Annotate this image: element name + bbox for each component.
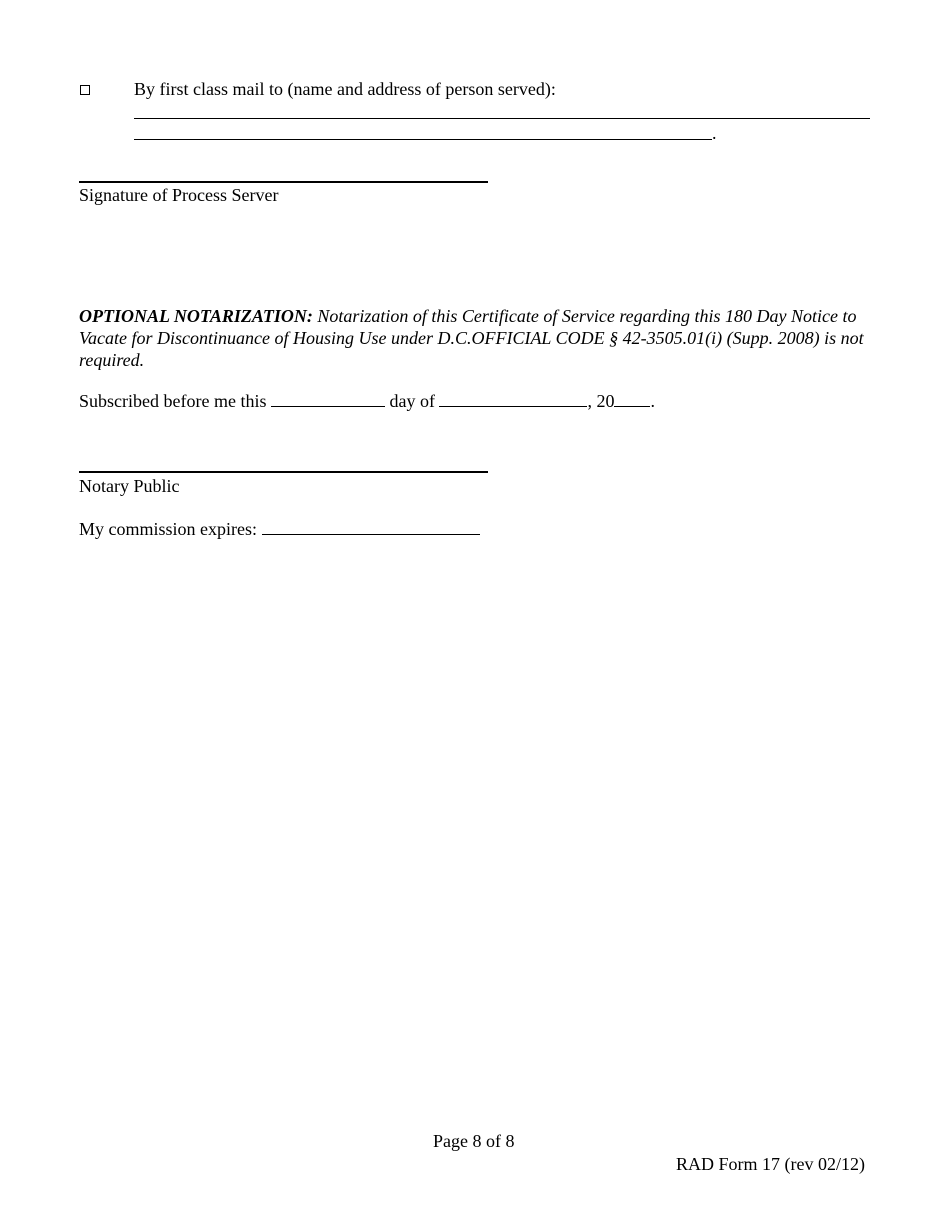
notarization-paragraph [79, 305, 879, 371]
address-line-2[interactable] [134, 139, 712, 140]
signature-line[interactable] [79, 181, 488, 183]
day-field[interactable] [271, 390, 385, 407]
signature-label: Signature of Process Server [79, 185, 279, 205]
notarization-heading: OPTIONAL NOTARIZATION: [79, 306, 313, 326]
commission-line [79, 518, 480, 540]
notary-signature-line[interactable] [79, 471, 488, 473]
commission-expires-field[interactable] [262, 518, 480, 535]
month-field[interactable] [439, 390, 587, 407]
year-field[interactable] [614, 390, 650, 407]
form-id: RAD Form 17 (rev 02/12) [676, 1154, 865, 1174]
subscribed-end: . [650, 391, 655, 411]
address-line-period: . [712, 123, 717, 143]
subscribed-prefix: Subscribed before me this [79, 391, 271, 411]
notarization-text: Notarization of this Certificate of Service regarding this 180 Day Notice to Vacate for Discontinuance of Housing Use under D.C.OFFICIAL CODE § 42-3505.01(i) (Supp. 2008) is not required. [79, 306, 864, 370]
page-number: Page 8 of 8 [433, 1131, 515, 1151]
day-of-label: day of [384, 391, 440, 411]
subscribed-line [79, 390, 655, 412]
notary-label: Notary Public [79, 476, 180, 496]
address-line-1[interactable] [134, 118, 870, 119]
commission-label: My commission expires: [79, 519, 262, 539]
year-prefix: , 20 [587, 391, 615, 411]
mail-service-label: By first class mail to (name and address of person served): [134, 79, 556, 99]
empty-checkbox-icon[interactable] [80, 85, 90, 95]
